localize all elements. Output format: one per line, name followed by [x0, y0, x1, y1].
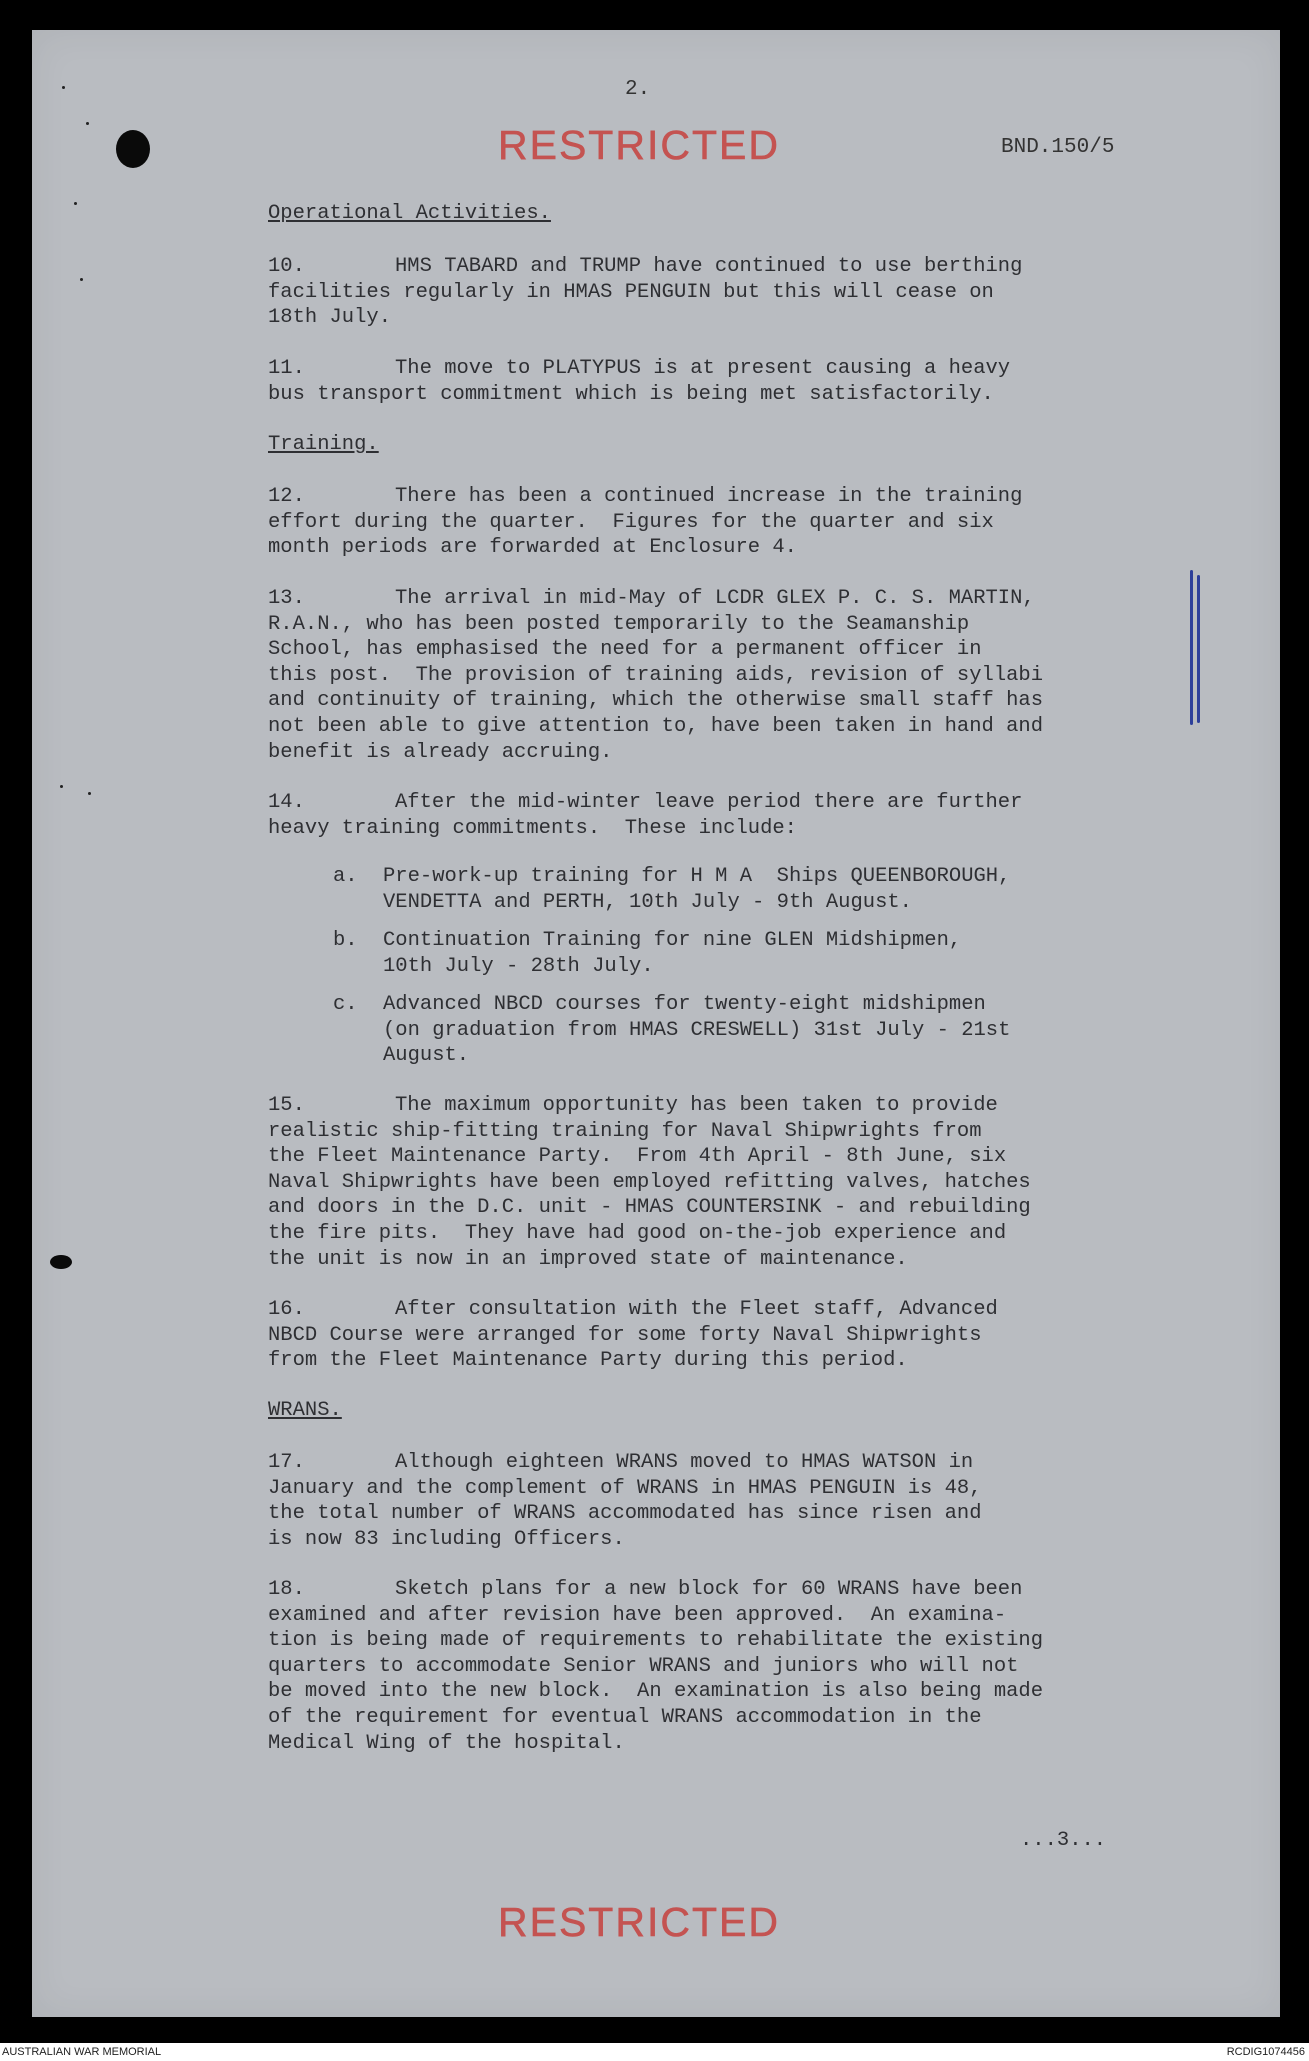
restricted-stamp-top: RESTRICTED — [498, 122, 780, 168]
speck — [80, 278, 83, 281]
continuation-marker: ...3... — [1020, 1829, 1107, 1852]
footer-record-id: RCDIG1074456 — [1226, 2046, 1305, 2058]
paragraph-16: 16. After consultation with the Fleet staff, Advanced NBCD Course were arranged for some forty Naval Shipwrights from the Fleet Maintenance Party during this period. — [268, 1298, 998, 1373]
paragraph-13: 13. The arrival in mid-May of LCDR GLEX P. C. S. MARTIN, R.A.N., who has been posted temporarily to the Seamanship School, has emphasised the need for a permanent officer in this post. The provision of training aids, revision of syllabi and continuity of training, which the otherwise small staff has not been able to give attention to, have been taken in hand and benefit is already accruing. — [268, 587, 1044, 764]
page-number: 2. — [625, 78, 651, 101]
speck — [88, 792, 91, 795]
paragraph-10: 10. HMS TABARD and TRUMP have continued to use berthing facilities regularly in HMAS PENGUIN but this will cease on 18th July. — [268, 255, 1023, 330]
list-item-c: c. Advanced NBCD courses for twenty-eight midshipmen (on graduation from HMAS CRESWELL) 31st July - 21st August. — [333, 993, 1011, 1068]
paragraph-18: 18. Sketch plans for a new block for 60 WRANS have been examined and after revision have been approved. An examina- tion is being made of requirements to rehabilitate the existing quarters to accommodate Senior WRANS and juniors who will not be moved into the new block. An examination is also being made of the requirement for eventual WRANS accommodation in the Medical Wing of the hospital. — [268, 1578, 1044, 1755]
paragraph-15: 15. The maximum opportunity has been taken to provide realistic ship-fitting training for Naval Shipwrights from the Fleet Maintenance Party. From 4th April - 8th June, six Naval Shipwrights have been employed refitting valves, hatches and doors in the D.C. unit - HMAS COUNTERSINK - and rebuilding the fire pits. They have had good on-the-job experience and the unit is now in an improved state of maintenance. — [268, 1094, 1031, 1271]
heading-training: Training. — [268, 433, 379, 456]
list-item-b: b. Continuation Training for nine GLEN Midshipmen, 10th July - 28th July. — [333, 929, 962, 978]
paragraph-17: 17. Although eighteen WRANS moved to HMAS WATSON in January and the complement of WRANS in HMAS PENGUIN is 48, the total number of WRANS accommodated has since risen and is now 83 including Officers. — [268, 1451, 982, 1551]
heading-wrans: WRANS. — [268, 1399, 342, 1422]
document-reference: BND.150/5 — [1001, 136, 1115, 159]
paragraph-11: 11. The move to PLATYPUS is at present causing a heavy bus transport commitment which is being met satisfactorily. — [268, 357, 1011, 406]
restricted-stamp-bottom: RESTRICTED — [498, 1899, 780, 1945]
heading-operational-activities: Operational Activities. — [268, 202, 551, 225]
speck — [74, 202, 77, 205]
speck — [86, 122, 89, 125]
margin-pen-mark — [1197, 575, 1200, 723]
footer-source: AUSTRALIAN WAR MEMORIAL — [2, 2046, 162, 2058]
paragraph-14: 14. After the mid-winter leave period there are further heavy training commitments. These include: — [268, 791, 1023, 840]
punch-hole — [116, 130, 150, 168]
margin-pen-mark — [1190, 570, 1193, 725]
speck — [60, 785, 63, 788]
archive-footer — [0, 2043, 1309, 2061]
punch-hole-tear — [50, 1255, 72, 1269]
paragraph-12: 12. There has been a continued increase in the training effort during the quarter. Figures for the quarter and six month periods are forwarded at Enclosure 4. — [268, 485, 1023, 560]
speck — [62, 86, 65, 89]
list-item-a: a. Pre-work-up training for H M A Ships QUEENBOROUGH, VENDETTA and PERTH, 10th July - 9th August. — [333, 865, 1011, 914]
